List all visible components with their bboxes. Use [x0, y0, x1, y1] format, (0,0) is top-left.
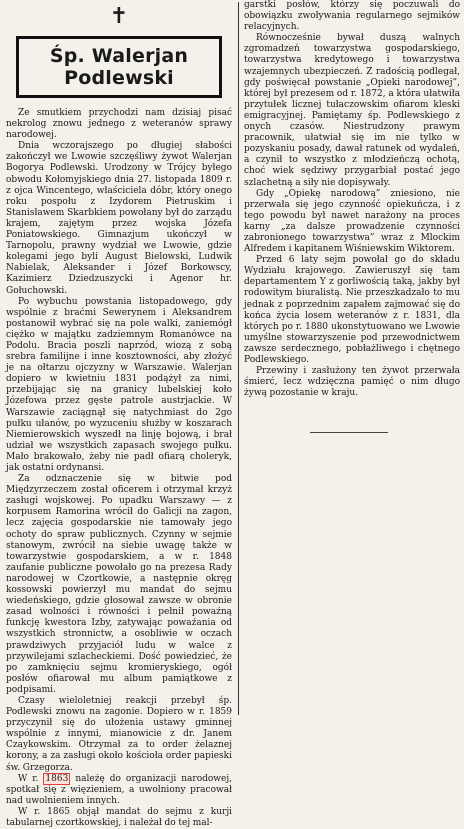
column-divider: [238, 2, 239, 715]
highlighted-year[interactable]: 1863: [45, 773, 69, 784]
year-prefix: W r.: [18, 773, 39, 784]
article-body-left: [6, 108, 232, 829]
paragraph: Przewiny i zasłużony ten żywot przerwała śmierć, lecz wdzięczna pamięć o nim długo żywą pozostanie w kraju.: [244, 366, 460, 399]
paragraph: Za odznaczenie się w bitwie pod Międzyrzeczem został oficerem i otrzymał krzyż zasługi wojskowej. Po upadku Warszawy — z korpusem Ramorina wrócił do Galicji na zagon, lecz zajęcia gospodarskie nie tamowały jego ochoty do spraw publicznych. Czynny w sejmie stanowym, zwrócił na siebie uwagę także w towarzystwie gospodarskiem, a w r. 1848 zaufanie publiczne powołało go na prezesa Rady narodowej w Czortkowie, a następnie okręg kossowski powierzył mu mandat do sejmu wiedeńskiego, gdzie głosował zawsze w obronie zasad wolności i równości i pełnił powaźną funkcję kwestora Izby, zatywając powaźania od wszystkich stronnictw, a osobliwie w oczach prawdziwych przyjaciół ludu w walce z przywilejami szlacheckiemi. Dość powiedzieć, że po zamknięciu sejmu kromieryskiego, ogół posłów ofiarował mu album pamiątkowe z podpisami.: [6, 474, 232, 695]
cross-icon: ✝: [109, 4, 129, 29]
end-rule: [310, 432, 388, 433]
paragraph: Równocześnie bywał duszą walnych zgromadzeń towarzystwa gospodarskiego, towarzystwa kredytowego i towarzystwa wzajemnych ubezpieczeń. Z radością podlegał, gdy poświęcał powstanie „Opieki narodowej”, której był prezesem od r. 1872, a która ułatwiła przytułek licznej tułaczowskim ofiarom kleski emigracyjnej. Pamiętamy śp. Podlewskiego z onych czasów. Niestrudzony prawym pracownik, ułatwiał się im nie tylko w pozyskaniu posady, dawał ratunek od wydaleń, a czynił to wszystko z młodzieńczą ochotą, choć wiek sędziwy przygarbiał postać jego szlachetną a siły nie dopisywały.: [244, 33, 460, 188]
right-column: [244, 0, 460, 436]
paragraph: Dnia wczorajszego po długiej słabości zakończył we Lwowie szczęśliwy żywot Walerjan Bogorya Podlewski. Urodzony w Trójcy byłego obwodu Kołomyjskiego dnia 27. listopada 1809 r. z ojca Wincentego, właściciela dóbr, który onego roku pospołu z Izydorem Pietruskim i Stanisławem Skarbkiem powołany był do zarządu krajem, zajętym przez wojska Józefa Poniatowskiego. Gimnazjum ukończył w Tarnopolu, prawny wydział we Lwowie, gdzie kolegami jego byli August Bielowski, Ludwik Nabielak, Aleksander i Józef Borkowscy, Kazimierz Dziedzuszycki i Agenor hr. Gołuchowski.: [6, 141, 232, 296]
paragraph-continued: garstki posłów, którzy się poczuwali do obowiązku zwoływania regularnego sejmików relacyjnych.: [244, 0, 460, 33]
paragraph: Czasy wieloletniej reakcji przebył śp. Podlewski znowu na zagonie. Dopiero w r. 1859 przyczynił się do ułożenia ustawy gminnej wspólnie z innymi, mianowicie z dr. Janem Czaykowskim. Otrzymał za to order żelaznej korony, a za zasługi około kościoła order papieski św. Grzegorza.: [6, 695, 232, 773]
paragraph: Ze smutkiem przychodzi nam dzisiaj pisać nekrolog znowu jednego z weteranów sprawy narodowej.: [6, 108, 232, 141]
paragraph: Przed 6 laty sejm powołał go do składu Wydziału krajowego. Zawieruszył się tam departamentem Y z gorliwością taką, jakby był rodowitym biuralistą. Nie przeszkadzało to mu jednak z poprzednim zapałem zajmować się do końca życia losem weteranów z r. 1831, dla których po r. 1880 ukonstytuowano we Lwowie umyślne stowarzyszenie pod przewodnictwem zawsze serdecznego, pobłażliwego i chętnego Podlewskiego.: [244, 255, 460, 365]
left-column: [6, 0, 232, 828]
paragraph-rest: należę do organizacji narodowej, spotkał się z więzieniem, a uwolniony pracował nad uwolnieniem innych.: [6, 773, 232, 806]
paragraph: Po wybuchu powstania listopadowego, gdy wspólnie z braćmi Sewerynem i Aleksandrem postanowił wybrać się na pole walki, zaniemógł ciężko w majątku zadziemnym Romanówce na Podolu. Bracia poszli naprzód, wiozą z sobą srebra familijne i inne kosztowności, aby złożyć je na ołtarzu ojczyzny w Warszawie. Walerjan dopiero w kwietniu 1831 podążył za nimi, przebijając się na granicy lubelskiej koło Józefowa przez gęste patrole austrjackie. W Warszawie zaciągnął się natychmiast do 2go pułku ułanów, po wyzuceniu służby w koszarach Niemierowskich wyszedł na linję bojową, i brał udział we wszystkich zapasach swojego pułku. Mało brakowało, żeby nie padł ofiarą choleryk, jak ostatni ordynansi.: [6, 296, 232, 473]
paragraph: W r. 1865 objął mandat do sejmu z kurji tabularnej czortkowskiej, i należał do tej mal-: [6, 806, 232, 828]
paragraph-with-highlight: [6, 774, 232, 807]
paragraph: Gdy „Opiekę narodową” zniesiono, nie przerwała się jego czynność opiekuńcza, i z tego powodu był nawet narażony na proces karny „za dalsze prowadzenie czynności zabronionego towarzystwa” wraz z Mlockim Alfredem i kapitanem Wiśniewskim Wiktorem.: [244, 188, 460, 255]
obituary-title: Śp. Walerjan Podlewski: [16, 36, 222, 98]
article-body-right: [244, 0, 460, 399]
